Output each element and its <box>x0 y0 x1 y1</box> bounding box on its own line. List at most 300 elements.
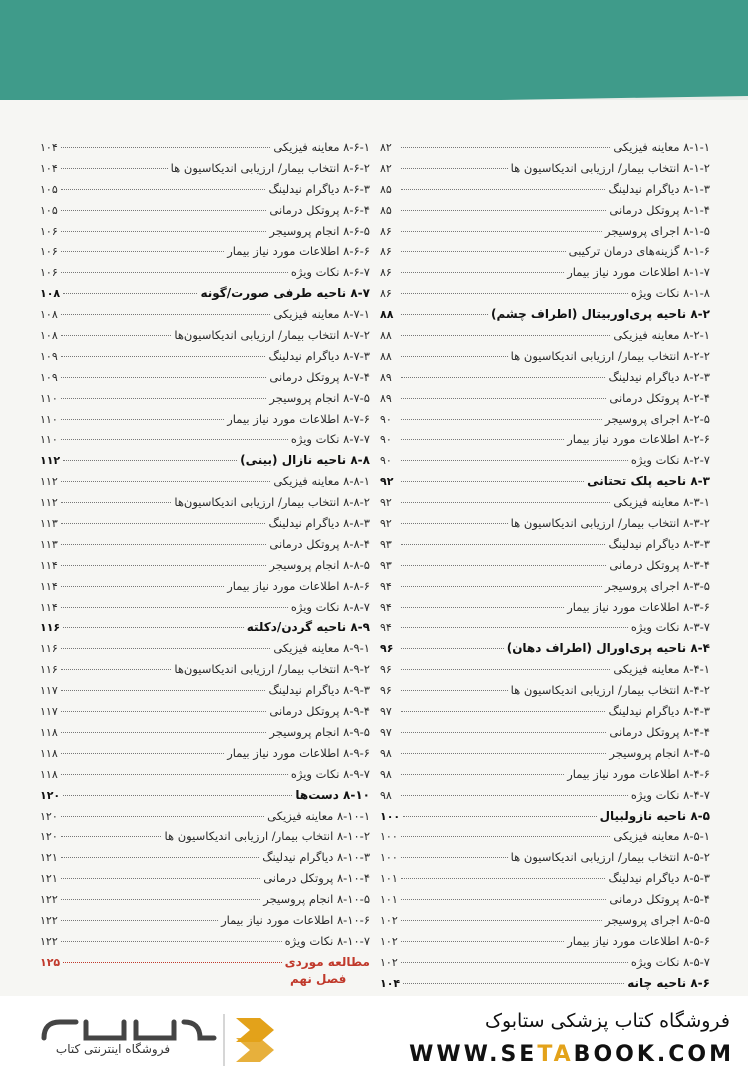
toc-entry-label: ۸-۱۰-۶ اطلاعات مورد نیاز بیمار <box>221 912 370 927</box>
toc-entry-label: ۸-۴-۶ اطلاعات مورد نیاز بیمار <box>567 766 710 781</box>
toc-right-column <box>380 140 710 997</box>
toc-entry-page: ۱۰۵ <box>40 182 58 196</box>
toc-entry-label: ۸-۱-۵ اجرای پروسیجر <box>605 223 710 238</box>
toc-entry-label: ۸-۴-۴ پروتکل درمانی <box>609 724 710 739</box>
toc-entry-label: ۸-۱۰-۳ دیاگرام نیدلینگ <box>262 850 370 865</box>
toc-entry-label: ۸-۷-۲ انتخاب بیمار/ ارزیابی اندیکاسیون‌ها <box>174 328 370 343</box>
toc-entry <box>380 328 710 349</box>
toc-entry-label: ۸-۶-۲ انتخاب بیمار/ ارزیابی اندیکاسیون ها <box>170 160 370 175</box>
dot-leader <box>61 189 265 190</box>
toc-entry <box>40 704 370 725</box>
toc-entry <box>40 537 370 558</box>
toc-entry <box>380 370 710 391</box>
toc-entry-label: ۸-۱۰ دست‌ها <box>295 787 370 802</box>
toc-entry <box>380 495 710 516</box>
toc-entry-label: ۸-۷-۳ دیاگرام نیدلینگ <box>268 348 370 363</box>
toc-entry-label: مطالعه موردی <box>284 954 370 969</box>
toc-section-entry <box>380 474 710 495</box>
toc-entry-label: ۸-۶-۵ انجام پروسیجر <box>269 223 370 238</box>
toc-entry-label: ۸-۴-۲ انتخاب بیمار/ ارزیابی اندیکاسیون ها <box>510 683 710 698</box>
toc-entry <box>380 871 710 892</box>
toc-entry-page: ۱۲۲ <box>40 913 58 927</box>
toc-entry <box>380 558 710 579</box>
dot-leader <box>61 523 265 524</box>
toc-entry-page: ۱۲۱ <box>40 851 58 865</box>
dot-leader <box>401 481 584 482</box>
toc-entry <box>40 829 370 850</box>
toc-entry-page: ۱۰۰ <box>380 851 398 865</box>
toc-entry <box>40 934 370 955</box>
toc-entry-page: ۸۵ <box>380 182 392 196</box>
toc-entry <box>40 244 370 265</box>
dot-leader <box>61 314 270 315</box>
toc-entry <box>380 955 710 976</box>
toc-entry-label: ۸-۱-۸ نکات ویژه <box>630 286 710 301</box>
toc-entry-label: ۸-۸-۴ پروتکل درمانی <box>269 536 370 551</box>
toc-entry-label: ۸-۹-۱ معاینه فیزیکی <box>273 641 370 656</box>
toc-entry <box>40 641 370 662</box>
toc-entry-page: ۹۳ <box>380 558 392 572</box>
toc-entry <box>40 412 370 433</box>
dot-leader <box>401 669 610 670</box>
toc-entry <box>40 683 370 704</box>
toc-entry-page: ۹۲ <box>380 496 392 510</box>
dot-leader <box>61 439 288 440</box>
dot-leader <box>401 147 610 148</box>
dot-leader <box>61 481 270 482</box>
toc-entry-label: ۸-۹-۵ انجام پروسیجر <box>269 724 370 739</box>
toc-entry-page: ۹۶ <box>380 684 392 698</box>
toc-entry <box>380 746 710 767</box>
toc-entry-label: ۸-۱۰-۷ نکات ویژه <box>284 933 370 948</box>
toc-entry-label: ۸-۱-۱ معاینه فیزیکی <box>613 140 710 154</box>
toc-entry <box>40 307 370 328</box>
toc-entry <box>40 224 370 245</box>
toc-entry-page: ۹۴ <box>380 621 392 635</box>
toc-entry-page: ۸۸ <box>380 349 392 363</box>
toc-entry-label: ۸-۱۰-۴ پروتکل درمانی <box>263 871 370 886</box>
toc-entry <box>380 203 710 224</box>
logo-mark-icon <box>236 1016 274 1062</box>
toc-entry-label: ۸-۱-۳ دیاگرام نیدلینگ <box>608 181 710 196</box>
dot-leader <box>401 314 488 315</box>
toc-entry-page: ۱۰۴ <box>380 976 401 990</box>
toc-entry-label: ۸-۳-۵ اجرای پروسیجر <box>605 578 710 593</box>
toc-entry-label: ۸-۲-۲ انتخاب بیمار/ ارزیابی اندیکاسیون ها <box>510 348 710 363</box>
toc-entry-label: ۸-۱-۷ اطلاعات مورد نیاز بیمار <box>567 265 710 280</box>
logo-caption: فروشگاه اینترنتی کتاب <box>55 1042 171 1056</box>
toc-entry-page: ۱۱۸ <box>40 746 58 760</box>
toc-entry <box>40 558 370 579</box>
dot-leader <box>401 586 602 587</box>
dot-leader <box>401 293 628 294</box>
toc-entry <box>40 871 370 892</box>
toc-entry-label: ۸-۹-۶ اطلاعات مورد نیاز بیمار <box>227 745 370 760</box>
toc-entry-label: ۸-۱-۶ گزینه‌های درمان ترکیبی <box>568 244 710 259</box>
toc-entry <box>40 161 370 182</box>
toc-entry-page: ۱۱۳ <box>40 517 58 531</box>
toc-entry-page: ۱۰۲ <box>380 934 398 948</box>
toc-entry <box>40 746 370 767</box>
dot-leader <box>401 941 564 942</box>
toc-entry-label: ۸-۸-۱ معاینه فیزیکی <box>273 474 370 489</box>
toc-section-entry <box>40 286 370 307</box>
toc-section-entry <box>380 641 710 662</box>
toc-entry-label: ۸-۹-۴ پروتکل درمانی <box>269 704 370 719</box>
dot-leader <box>401 210 606 211</box>
toc-entry-label: ۸-۷ ناحیه طرفی صورت/گونه <box>200 286 370 301</box>
toc-entry-label: ۸-۳-۲ انتخاب بیمار/ ارزیابی اندیکاسیون ها <box>510 516 710 531</box>
toc-entry-page: ۱۰۶ <box>40 266 58 280</box>
dot-leader <box>401 774 564 775</box>
toc-entry-label: ۸-۹-۷ نکات ویژه <box>290 766 370 781</box>
toc-entry-page: ۸۶ <box>380 287 392 301</box>
dot-leader <box>61 836 161 837</box>
toc-entry-label: ۸-۲-۶ اطلاعات مورد نیاز بیمار <box>567 432 710 447</box>
toc-entry-page: ۱۰۲ <box>380 913 398 927</box>
dot-leader <box>63 293 197 294</box>
dot-leader <box>401 419 602 420</box>
dot-leader <box>61 857 259 858</box>
toc-entry <box>380 767 710 788</box>
toc-entry-label: ۸-۹-۳ دیاگرام نیدلینگ <box>268 683 370 698</box>
toc-entry-label: ۸-۲-۷ نکات ویژه <box>630 453 710 468</box>
toc-entry-page: ۱۲۲ <box>40 893 58 907</box>
toc-entry <box>380 850 710 871</box>
toc-entry-page: ۱۱۲ <box>40 454 61 468</box>
toc-entry-page: ۸۸ <box>380 308 394 322</box>
dot-leader <box>61 732 266 733</box>
toc-entry-label: ۸-۳-۷ نکات ویژه <box>630 620 710 635</box>
dot-leader <box>61 377 266 378</box>
toc-entry-page: ۱۱۶ <box>40 663 58 677</box>
toc-entry-label: ۸-۶-۷ نکات ویژه <box>290 265 370 280</box>
dot-leader <box>401 565 606 566</box>
toc-entry-page: ۹۸ <box>380 767 392 781</box>
toc-entry <box>380 412 710 433</box>
toc-section-entry <box>40 453 370 474</box>
toc-entry <box>380 182 710 203</box>
toc-left-column <box>40 140 370 976</box>
toc-entry <box>380 140 710 161</box>
toc-entry-label: ۸-۷-۷ نکات ویژه <box>290 432 370 447</box>
dot-leader <box>401 836 610 837</box>
store-footer <box>0 996 748 1079</box>
toc-entry-label: ۸-۴-۱ معاینه فیزیکی <box>613 662 710 677</box>
toc-entry-page: ۹۳ <box>380 537 392 551</box>
toc-entry-page: ۹۶ <box>380 663 392 677</box>
dot-leader <box>61 586 224 587</box>
dot-leader <box>61 168 168 169</box>
dot-leader <box>63 460 237 461</box>
toc-entry-page: ۹۲ <box>380 475 394 489</box>
toc-entry-label: ۸-۳-۱ معاینه فیزیکی <box>613 495 710 510</box>
toc-entry <box>40 370 370 391</box>
dot-leader <box>401 648 504 649</box>
dot-leader <box>61 147 270 148</box>
toc-entry-page: ۱۰۸ <box>40 287 61 301</box>
toc-entry <box>380 537 710 558</box>
toc-entry-label: ۸-۶-۳ دیاگرام نیدلینگ <box>268 181 370 196</box>
toc-entry-label: ۸-۹-۲ انتخاب بیمار/ ارزیابی اندیکاسیون‌ها <box>174 662 370 677</box>
toc-entry-label: ۸-۳-۶ اطلاعات مورد نیاز بیمار <box>567 599 710 614</box>
toc-entry <box>40 328 370 349</box>
toc-entry-label: ۸-۴-۵ انجام پروسیجر <box>609 745 710 760</box>
dot-leader <box>401 627 628 628</box>
toc-entry-page: ۱۰۹ <box>40 349 58 363</box>
toc-entry-page: ۱۲۰ <box>40 830 58 844</box>
toc-entry <box>380 725 710 746</box>
toc-entry-page: ۸۶ <box>380 266 392 280</box>
toc-entry-label: ۸-۵-۵ اجرای پروسیجر <box>605 912 710 927</box>
toc-entry <box>380 934 710 955</box>
toc-entry-page: ۹۷ <box>380 725 392 739</box>
toc-entry-label: ۸-۷-۶ اطلاعات مورد نیاز بیمار <box>227 411 370 426</box>
toc-entry-page: ۱۱۸ <box>40 725 58 739</box>
toc-entry-label: ۸-۵-۱ معاینه فیزیکی <box>613 829 710 844</box>
dot-leader <box>61 941 282 942</box>
toc-entry-page: ۸۲ <box>380 161 392 175</box>
dot-leader <box>401 251 566 252</box>
toc-entry-page: ۱۰۴ <box>40 161 58 175</box>
toc-entry <box>40 182 370 203</box>
dot-leader <box>401 523 508 524</box>
url-part2: BOOK.COM <box>573 1042 734 1067</box>
toc-entry <box>40 892 370 913</box>
dot-leader <box>61 231 266 232</box>
toc-entry-page: ۹۶ <box>380 642 394 656</box>
toc-entry-label: ۸-۲-۴ پروتکل درمانی <box>609 390 710 405</box>
toc-entry <box>380 286 710 307</box>
toc-entry <box>40 725 370 746</box>
dot-leader <box>403 983 624 984</box>
toc-entry-label: ۸-۶-۱ معاینه فیزیکی <box>273 140 370 154</box>
dot-leader <box>61 669 171 670</box>
toc-entry <box>380 662 710 683</box>
toc-entry <box>380 432 710 453</box>
toc-entry-page: ۱۰۱ <box>380 893 398 907</box>
toc-entry-label: ۸-۲-۵ اجرای پروسیجر <box>605 411 710 426</box>
toc-entry-page: ۸۸ <box>380 329 392 343</box>
toc-entry-page: ۱۱۴ <box>40 600 58 614</box>
toc-entry-label: ۸-۱۰-۵ انجام پروسیجر <box>263 892 370 907</box>
setabook-logo <box>24 1008 294 1070</box>
toc-entry-page: ۸۹ <box>380 391 392 405</box>
toc-entry <box>40 349 370 370</box>
toc-entry-page: ۹۸ <box>380 788 392 802</box>
toc-entry-label: ۸-۸-۲ انتخاب بیمار/ ارزیابی اندیکاسیون‌ها <box>174 495 370 510</box>
url-part1: WWW.SE <box>409 1042 538 1067</box>
dot-leader <box>61 419 224 420</box>
toc-entry-label: ۸-۷-۴ پروتکل درمانی <box>269 369 370 384</box>
toc-entry <box>380 683 710 704</box>
toc-entry-page: ۱۱۰ <box>40 391 58 405</box>
toc-entry <box>380 704 710 725</box>
toc-entry <box>40 140 370 161</box>
toc-section-entry <box>380 809 710 830</box>
toc-entry-page: ۹۰ <box>380 433 392 447</box>
toc-entry <box>380 265 710 286</box>
dot-leader <box>61 544 266 545</box>
toc-section-entry <box>380 976 710 997</box>
toc-entry <box>40 809 370 830</box>
toc-entry <box>40 767 370 788</box>
toc-entry <box>380 579 710 600</box>
toc-entry-label: ۸-۸-۵ انجام پروسیجر <box>269 557 370 572</box>
toc-entry-page: ۱۱۴ <box>40 579 58 593</box>
dot-leader <box>401 711 605 712</box>
toc-entry <box>380 600 710 621</box>
dot-leader <box>61 335 171 336</box>
toc-entry-page: ۱۱۲ <box>40 496 58 510</box>
toc-entry-label: ۸-۱-۲ انتخاب بیمار/ ارزیابی اندیکاسیون ها <box>510 160 710 175</box>
toc-entry-page: ۹۴ <box>380 600 392 614</box>
toc-entry-label: ۸-۸ ناحیه نازال (بینی) <box>240 453 370 468</box>
dot-leader <box>401 920 602 921</box>
toc-entry <box>40 662 370 683</box>
toc-entry <box>40 495 370 516</box>
dot-leader <box>61 272 288 273</box>
dot-leader <box>401 753 606 754</box>
toc-entry <box>40 516 370 537</box>
toc-entry-label: ۸-۵ ناحیه نازولبیال <box>599 808 710 823</box>
toc-section-entry <box>380 307 710 328</box>
toc-entry-label: ۸-۵-۶ اطلاعات مورد نیاز بیمار <box>567 933 710 948</box>
toc-section-entry <box>40 788 370 809</box>
dot-leader <box>63 627 244 628</box>
dot-leader <box>403 816 596 817</box>
toc-entry-label: ۸-۱۰-۲ انتخاب بیمار/ ارزیابی اندیکاسیون ها <box>164 829 370 844</box>
toc-entry-label: ۸-۷-۱ معاینه فیزیکی <box>273 307 370 322</box>
toc-entry-page: ۱۰۴ <box>40 141 58 154</box>
toc-entry-page: ۹۰ <box>380 412 392 426</box>
toc-entry-label: ۸-۴-۷ نکات ویژه <box>630 787 710 802</box>
toc-entry-page: ۱۰۸ <box>40 308 58 322</box>
dot-leader <box>63 795 292 796</box>
toc-entry-page: ۱۱۷ <box>40 705 58 719</box>
toc-entry-page: ۹۷ <box>380 705 392 719</box>
toc-entry-page: ۱۱۰ <box>40 433 58 447</box>
dot-leader <box>61 648 270 649</box>
dot-leader <box>401 189 605 190</box>
dot-leader <box>61 899 260 900</box>
dot-leader <box>401 899 606 900</box>
dot-leader <box>401 272 564 273</box>
store-name: فروشگاه کتاب پزشکی ستابوک <box>484 1010 730 1032</box>
dot-leader <box>401 795 628 796</box>
dot-leader <box>401 398 606 399</box>
toc-entry-page: ۱۰۹ <box>40 370 58 384</box>
toc-entry <box>380 244 710 265</box>
toc-entry-label: ۸-۸-۳ دیاگرام نیدلینگ <box>268 516 370 531</box>
toc-entry <box>380 913 710 934</box>
toc-entry <box>40 265 370 286</box>
toc-entry-label: ۸-۸-۷ نکات ویژه <box>290 599 370 614</box>
toc-entry-page: ۱۰۶ <box>40 224 58 238</box>
toc-entry-page: ۱۱۶ <box>40 642 58 656</box>
toc-entry-page: ۸۶ <box>380 224 392 238</box>
toc-entry <box>40 579 370 600</box>
book-page <box>0 100 748 1000</box>
dot-leader <box>63 962 281 963</box>
toc-entry-page: ۱۱۲ <box>40 475 58 489</box>
toc-entry-page: ۱۲۲ <box>40 934 58 948</box>
dot-leader <box>401 231 602 232</box>
toc-entry-page: ۹۲ <box>380 517 392 531</box>
toc-entry <box>40 432 370 453</box>
dot-leader <box>61 565 266 566</box>
dot-leader <box>61 210 266 211</box>
toc-entry-label: ۸-۲-۱ معاینه فیزیکی <box>613 328 710 343</box>
toc-entry-page: ۱۰۲ <box>380 955 398 969</box>
toc-entry-page: ۱۰۰ <box>380 809 401 823</box>
toc-entry-label: ۸-۴-۳ دیاگرام نیدلینگ <box>608 704 710 719</box>
dot-leader <box>401 962 628 963</box>
dot-leader <box>61 251 224 252</box>
toc-entry-label: ۸-۶-۴ پروتکل درمانی <box>269 202 370 217</box>
toc-entry <box>380 349 710 370</box>
dot-leader <box>61 607 288 608</box>
toc-entry <box>380 829 710 850</box>
toc-entry-label: ۸-۳-۳ دیاگرام نیدلینگ <box>608 536 710 551</box>
toc-entry-page: ۱۰۰ <box>380 830 398 844</box>
dot-leader <box>61 502 171 503</box>
dot-leader <box>61 878 260 879</box>
toc-entry <box>380 516 710 537</box>
toc-entry-page: ۱۱۳ <box>40 537 58 551</box>
toc-entry-page: ۹۸ <box>380 746 392 760</box>
toc-entry-page: ۱۰۱ <box>380 872 398 886</box>
toc-entry-label: ۸-۲-۳ دیاگرام نیدلینگ <box>608 369 710 384</box>
toc-entry-page: ۱۱۴ <box>40 558 58 572</box>
toc-section-entry <box>40 620 370 641</box>
toc-entry-page: ۱۱۶ <box>40 621 61 635</box>
toc-entry <box>40 850 370 871</box>
toc-entry <box>380 620 710 641</box>
dot-leader <box>401 439 564 440</box>
toc-entry-label: ۸-۹ ناحیه گردن/دکلته <box>246 620 370 635</box>
dot-leader <box>61 356 265 357</box>
toc-entry-page: ۸۵ <box>380 203 392 217</box>
dot-leader <box>401 460 628 461</box>
store-url[interactable] <box>409 1042 734 1067</box>
toc-entry-label: ۸-۳ ناحیه پلک تحتانی <box>587 474 710 489</box>
dot-leader <box>401 168 508 169</box>
dot-leader <box>61 753 224 754</box>
dot-leader <box>61 690 265 691</box>
toc-entry-label: ۸-۷-۵ انجام پروسیجر <box>269 390 370 405</box>
toc-entry-label: ۸-۶-۶ اطلاعات مورد نیاز بیمار <box>227 244 370 259</box>
toc-entry-page: ۸۲ <box>380 141 392 154</box>
toc-entry-page: ۱۰۶ <box>40 245 58 259</box>
url-accent: TA <box>537 1042 574 1067</box>
toc-entry <box>40 203 370 224</box>
toc-entry-page: ۱۲۱ <box>40 872 58 886</box>
toc-entry <box>380 892 710 913</box>
dot-leader <box>401 502 610 503</box>
toc-entry-page: ۸۹ <box>380 370 392 384</box>
toc-entry <box>380 161 710 182</box>
toc-entry-page: ۱۲۰ <box>40 809 58 823</box>
dot-leader <box>61 774 288 775</box>
toc-entry-page: ۱۱۰ <box>40 412 58 426</box>
toc-entry-page: ۹۴ <box>380 579 392 593</box>
toc-entry-page: ۱۲۵ <box>40 955 61 969</box>
dot-leader <box>401 857 508 858</box>
dot-leader <box>401 377 605 378</box>
toc-entry <box>40 391 370 412</box>
toc-entry-page: ۸۶ <box>380 245 392 259</box>
